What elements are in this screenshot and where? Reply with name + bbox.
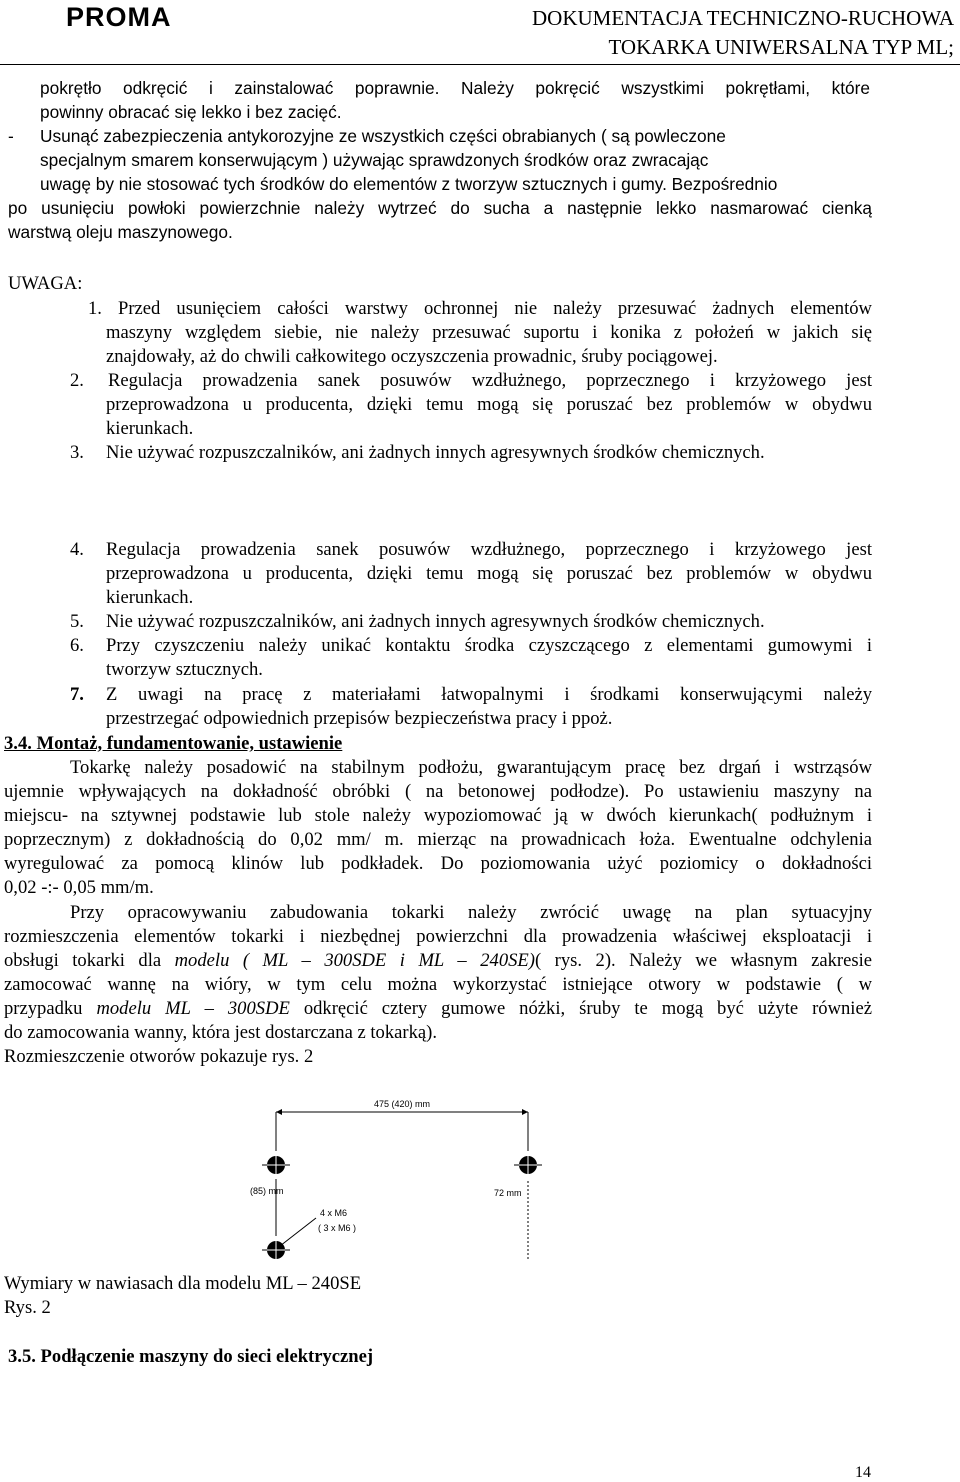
paragraph-line: ujemnie wpływających na dokładność obróbki ( na betonowej podłodze). Po ustawieniu maszyny na <box>4 781 872 802</box>
list-number: 6. <box>70 635 84 656</box>
intro-line: pokrętło odkręcić i zainstalować poprawnie. Należy pokręcić wszystkimi pokrętłami, które <box>40 78 870 98</box>
paragraph-line: rozmieszczenia elementów tokarki i niezbędnej powierzchni dla prowadzenia właściwej eksploatacji i <box>4 926 872 947</box>
figure-label: Rys. 2 <box>4 1297 51 1318</box>
brand-logo: PROMA <box>66 2 172 32</box>
paragraph-line: 0,02 -:- 0,05 mm/m. <box>4 877 154 898</box>
list-number: 1. <box>88 298 102 319</box>
hole-bottom-left <box>262 1236 290 1264</box>
document-title: DOKUMENTACJA TECHNICZNO-RUCHOWA <box>531 6 954 30</box>
warning-title: UWAGA: <box>8 273 83 294</box>
list-item-line: Z uwagi na pracę z materiałami łatwopalnymi i środkami konserwującymi należy <box>106 684 872 705</box>
intro-line: warstwą oleju maszynowego. <box>8 222 233 242</box>
paragraph-line: obsługi tokarki dla modelu ( ML – 300SDE i ML – 240SE)( rys. 2). Należy we własnym zakresie <box>4 950 873 971</box>
holes-label: 4 x M6 <box>320 1208 348 1218</box>
list-item-line: Regulacja prowadzenia sanek posuwów wzdłużnego, poprzecznego i krzyżowego jest <box>106 539 872 560</box>
list-item-line: kierunkach. <box>106 418 194 439</box>
list-item-line: kierunkach. <box>106 587 194 608</box>
paragraph-line: do zamocowania wanny, która jest dostarczana z tokarką). <box>4 1022 437 1043</box>
paragraph-line: Tokarkę należy posadowić na stabilnym podłożu, gwarantującym pracę bez drgań i wstrząsów <box>70 757 872 778</box>
page-number: 14 <box>855 1464 871 1481</box>
intro-line: Usunąć zabezpieczenia antykorozyjne ze wszystkich części obrabianych ( są powleczone <box>40 126 726 146</box>
figure-caption: Wymiary w nawiasach dla modelu ML – 240SE <box>4 1273 362 1294</box>
list-item-line: tworzyw sztucznych. <box>106 659 263 680</box>
mounting-holes-diagram <box>236 1090 546 1270</box>
paragraph-line: poprzecznym) z dokładnością do 0,02 mm/ m. mierząc na prowadnicach łoża. Ewentualne odchylenia <box>4 829 872 850</box>
list-item-line: przeprowadzona u producenta, dzięki temu mogą się poruszać bez problemów w obydwu <box>106 563 872 584</box>
paragraph-line: miejscu- na sztywnej podstawie lub stole należy wypoziomować ją w dwóch kierunkach( podłużnym i <box>4 805 872 826</box>
list-item-line: znajdowały, aż do chwili całkowitego oczyszczenia prowadnic, śruby pociągowej. <box>106 346 718 367</box>
dim-right-label: 72 mm <box>494 1188 522 1198</box>
list-item-line: Nie używać rozpuszczalników, ani żadnych innych agresywnych środków chemicznych. <box>106 611 765 632</box>
paragraph-line: Rozmieszczenie otworów pokazuje rys. 2 <box>4 1046 314 1067</box>
paragraph-line: Przy opracowywaniu zabudowania tokarki należy zwrócić uwagę na plan sytuacyjny <box>70 902 872 923</box>
list-item-line: Przy czyszczeniu należy unikać kontaktu środka czyszczącego z elementami gumowymi i <box>106 635 872 656</box>
leader-line <box>280 1218 316 1246</box>
hole-top-left <box>262 1151 290 1179</box>
list-item-line: przestrzegać odpowiednich przepisów bezpieczeństwa pracy i ppoż. <box>106 708 613 729</box>
holes-label-alt: ( 3 x M6 ) <box>318 1223 357 1233</box>
dim-left-label: (85) mm <box>250 1186 284 1196</box>
list-number: 7. <box>70 684 84 705</box>
header-divider <box>0 64 960 65</box>
paragraph-line: przypadku modelu ML – 300SDE odkręcić cztery gumowe nóżki, śruby te mogą być użyte również <box>4 998 872 1019</box>
dim-top-label: 475 (420) mm <box>374 1099 431 1109</box>
list-item-line: Przed usunięciem całości warstwy ochronnej nie należy przesuwać żadnych elementów <box>118 298 872 319</box>
paragraph-line: zamocować wannę na wióry, w tym celu można wykorzystać istniejące otwory w podstawie ( w <box>4 974 872 995</box>
hole-top-right <box>514 1151 542 1179</box>
list-item-line: Nie używać rozpuszczalników, ani żadnych innych agresywnych środków chemicznych. <box>106 442 765 463</box>
intro-line: powinny obracać się lekko i bez zacięć. <box>40 102 342 122</box>
intro-line: po usunięciu powłoki powierzchnie należy wytrzeć do sucha a następnie lekko nasmarować cienką <box>8 198 872 218</box>
list-item-line: przeprowadzona u producenta, dzięki temu mogą się poruszać bez problemów w obydwu <box>106 394 872 415</box>
list-number: 5. <box>70 611 84 632</box>
section-heading: 3.4. Montaż, fundamentowanie, ustawienie <box>4 733 343 754</box>
list-number: 3. <box>70 442 84 463</box>
list-item-line: maszyny względem siebie, nie należy przesuwać suportu i konika z położeń w jakich się <box>106 322 872 343</box>
list-dash: - <box>8 126 14 146</box>
paragraph-line: wyregulować za pomocą klinów lub podkładek. Do poziomowania użyć poziomicy o dokładności <box>4 853 872 874</box>
list-number: 4. <box>70 539 84 560</box>
list-number: 2. <box>70 370 84 391</box>
list-item-line: Regulacja prowadzenia sanek posuwów wzdłużnego, poprzecznego i krzyżowego jest <box>108 370 872 391</box>
document-subtitle: TOKARKA UNIWERSALNA TYP ML; <box>608 35 954 59</box>
intro-line: uwagę by nie stosować tych środków do elementów z tworzyw sztucznych i gumy. Bezpośrednio <box>40 174 778 194</box>
intro-line: specjalnym smarem konserwującym ) używając sprawdzonych środków oraz zwracając <box>40 150 709 170</box>
section-heading: 3.5. Podłączenie maszyny do sieci elektrycznej <box>8 1346 374 1367</box>
